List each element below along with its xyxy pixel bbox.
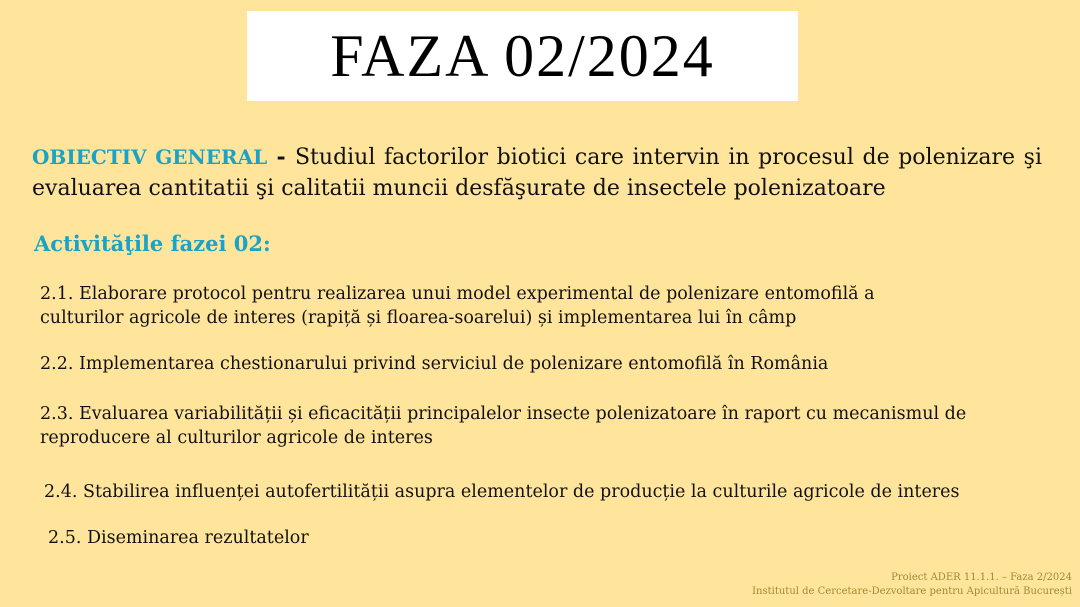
activity-2-4: 2.4. Stabilirea influenței autofertilității asupra elementelor de producție la culturile agricole de interes [44,482,960,502]
activity-2-2: 2.2. Implementarea chestionarului privind serviciul de polenizare entomofilă în România [40,354,829,374]
objective-label: OBIECTIV GENERAL [32,145,268,169]
objective-text: Studiul factorilor biotici care intervin in procesul de polenizare şi evaluarea cantitatii şi calitatii muncii desfăşurate de insectele polenizatoare [32,145,1042,201]
footer-project: Proiect ADER 11.1.1. – Faza 2/2024 [891,572,1072,583]
slide-title: FAZA 02/2024 [330,22,715,89]
activity-2-5: 2.5. Diseminarea rezultatelor [48,528,309,548]
activity-2-1: 2.1. Elaborare protocol pentru realizarea unui model experimental de polenizare entomofilă a culturilor agricole de interes (rapiță și floarea-soarelui) și implementarea lui în câmp [40,284,875,328]
footer-institute: Institutul de Cercetare-Dezvoltare pentru Apicultură București [752,586,1072,597]
title-box [247,11,798,101]
general-objective [32,142,1042,204]
activities-heading: Activităţile fazei 02: [34,231,271,256]
activity-2-3: 2.3. Evaluarea variabilității și eficacității principalelor insecte polenizatoare în raport cu mecanismul de reproducere al culturilor agricole de interes [40,404,967,448]
objective-separator: - [267,144,295,170]
footer [752,571,1072,599]
